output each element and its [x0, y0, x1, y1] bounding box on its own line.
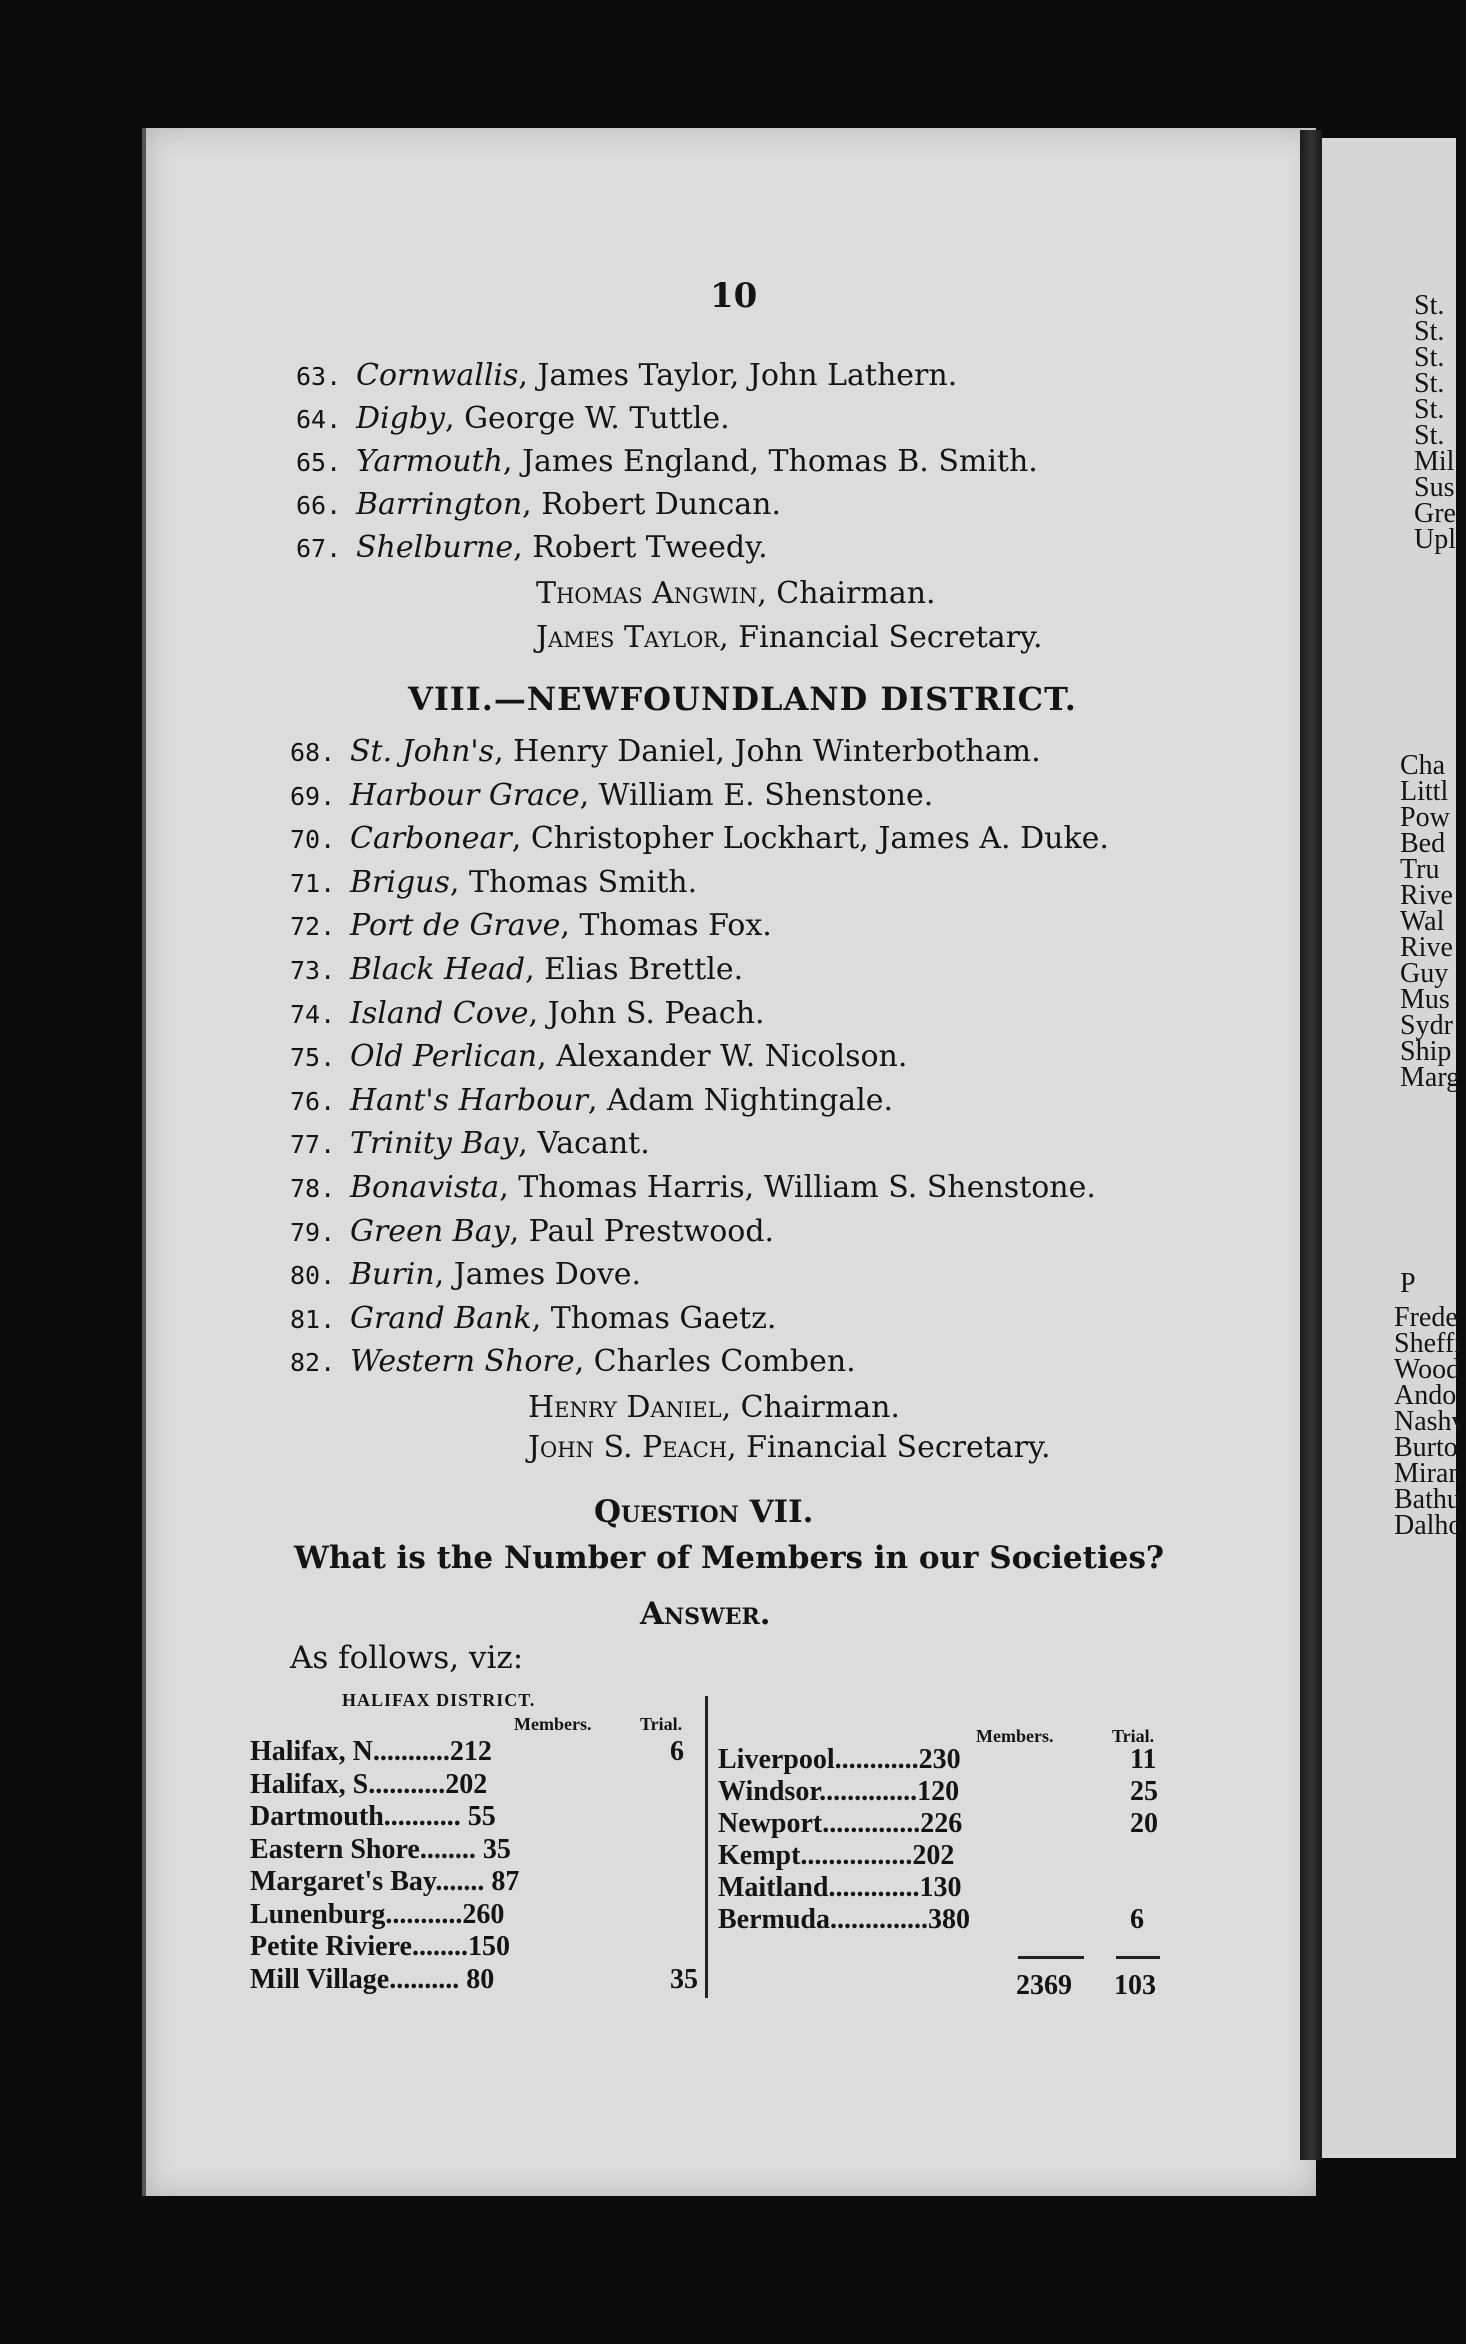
entry-ministers: , Thomas Smith. [449, 864, 698, 900]
entry-number: 81. [290, 1304, 336, 1334]
entry-number: 67. [296, 534, 342, 563]
entry-number: 79. [290, 1217, 336, 1247]
question-title: Question VII. [594, 1494, 814, 1530]
circuit-entry [290, 1344, 856, 1381]
right-members-header: Members. [976, 1726, 1054, 1746]
facing-page-text: Nashv [1394, 1406, 1466, 1437]
entry-ministers: , Vacant. [518, 1126, 650, 1162]
book-gutter [1300, 130, 1322, 2160]
circuit-entry [296, 444, 1038, 481]
circuit-entry [290, 1083, 893, 1120]
trial-count: 20 [1130, 1808, 1158, 1839]
entry-number: 66. [296, 491, 342, 520]
entry-place: Old Perlican [350, 1039, 538, 1075]
facing-page-text: Bed [1400, 828, 1446, 859]
society-row: Eastern Shore........ 35 [250, 1833, 511, 1865]
entry-ministers: , George W. Tuttle. [445, 401, 730, 436]
society-row: Halifax, N...........212 [250, 1736, 492, 1767]
circuit-entry [290, 952, 743, 989]
circuit-entry [290, 1214, 774, 1251]
facing-page-text: St. [1414, 420, 1445, 451]
circuit-entry [290, 1039, 907, 1076]
entry-place: Harbour Grace [350, 777, 580, 813]
society-row: Maitland.............130 [718, 1872, 962, 1903]
facing-page-text: Marg [1400, 1062, 1461, 1093]
entry-place: Grand Bank [350, 1300, 532, 1336]
circuit-entry [296, 401, 730, 438]
circuit-entry [290, 1301, 776, 1338]
facing-page-text: Ship [1400, 1036, 1452, 1067]
facing-page-text: Sus [1414, 472, 1455, 503]
trial-count: 6 [670, 1736, 684, 1767]
entry-ministers: , Charles Comben. [574, 1344, 856, 1380]
facing-page-text: Cha [1400, 750, 1446, 781]
circuit-entry [290, 996, 765, 1033]
facing-page-text: St. [1414, 368, 1445, 399]
facing-page-text: Bathu [1394, 1484, 1461, 1515]
facing-page-fragment [1322, 138, 1466, 2158]
entry-number: 72. [290, 912, 336, 942]
entry-ministers: , Elias Brettle. [525, 952, 744, 987]
entry-place: St. John's [350, 734, 495, 769]
entry-ministers: , James England, Thomas B. Smith. [502, 444, 1038, 479]
circuit-entry [296, 487, 781, 524]
circuit-entry [290, 821, 1109, 858]
facing-page-text: St. [1414, 342, 1445, 373]
society-row: Petite Riviere........150 [250, 1931, 510, 1962]
entry-place: Black Head [350, 952, 526, 987]
entry-number: 80. [290, 1261, 336, 1291]
entry-number: 77. [290, 1130, 336, 1160]
facing-page-text: St. [1414, 316, 1445, 347]
circuit-entry [290, 865, 697, 902]
facing-page-text: Burto [1394, 1432, 1458, 1463]
answer-label: Answer. [640, 1596, 771, 1632]
entry-place: Bonavista [350, 1170, 500, 1205]
trial-total-rule [1116, 1956, 1160, 1959]
right-trial-header: Trial. [1112, 1726, 1155, 1746]
entry-place: Cornwallis [356, 358, 519, 393]
entry-place: Burin [350, 1257, 435, 1293]
society-row: Bermuda..............380 [718, 1904, 970, 1935]
entry-ministers: , John S. Peach. [528, 995, 765, 1031]
society-row: Margaret's Bay....... 87 [250, 1866, 520, 1897]
entry-place: Shelburne [356, 530, 514, 565]
total-members: 2369 [1016, 1970, 1072, 2001]
entry-number: 68. [290, 738, 336, 767]
facing-page-text: Littl [1400, 776, 1449, 807]
facing-page-text: Upl [1414, 524, 1456, 555]
entry-ministers: , Paul Prestwood. [509, 1213, 775, 1249]
facing-page-text: Rive [1400, 932, 1453, 963]
entry-place: Green Bay [350, 1213, 510, 1249]
facing-page-text: Miran [1394, 1458, 1463, 1489]
facing-page-text: Mus [1400, 984, 1450, 1015]
district-heading: VIII.—NEWFOUNDLAND DISTRICT. [408, 680, 1077, 718]
trial-count: 25 [1130, 1776, 1158, 1807]
society-row: Kempt................202 [718, 1840, 955, 1871]
chairman-signature-b: Henry Daniel, Chairman. [528, 1390, 900, 1425]
entry-ministers: , Thomas Gaetz. [531, 1300, 777, 1336]
society-row: Mill Village.......... 80 [250, 1963, 495, 1995]
page-number: 10 [710, 276, 758, 316]
entry-place: Brigus [350, 864, 450, 900]
trial-count: 11 [1130, 1744, 1157, 1775]
facing-page-text: Dalho [1394, 1510, 1463, 1541]
society-row: Newport..............226 [718, 1808, 963, 1839]
circuit-entry [290, 908, 772, 945]
entry-number: 69. [290, 781, 336, 811]
as-follows: As follows, viz: [290, 1640, 524, 1676]
facing-page-text: Mil [1414, 446, 1455, 477]
entry-number: 73. [290, 956, 336, 985]
facing-page-text: St. [1414, 290, 1445, 321]
entry-number: 65. [296, 448, 342, 477]
society-row: Halifax, S...........202 [250, 1768, 488, 1800]
entry-number: 76. [290, 1086, 336, 1116]
entry-ministers: , James Dove. [434, 1257, 642, 1293]
facing-page-text: Sheffi [1394, 1328, 1462, 1359]
circuit-entry [290, 1257, 641, 1294]
question-text: What is the Number of Members in our Societies? [294, 1540, 1165, 1576]
left-trial-header: Trial. [640, 1714, 683, 1734]
total-trial: 103 [1114, 1970, 1156, 2001]
entry-number: 64. [296, 405, 342, 434]
trial-count: 35 [670, 1963, 698, 1995]
circuit-entry [290, 734, 1041, 771]
facing-page-text: P [1400, 1268, 1416, 1299]
circuit-entry [290, 1170, 1096, 1207]
entry-place: Barrington [356, 487, 523, 522]
facing-page-text: Gre [1414, 498, 1456, 529]
facing-page-text: Rive [1400, 880, 1453, 911]
circuit-entry [296, 358, 957, 395]
entry-ministers: , Thomas Fox. [560, 908, 772, 944]
entry-number: 82. [290, 1348, 336, 1378]
facing-page-text: Tru [1400, 854, 1440, 885]
entry-place: Hant's Harbour [350, 1082, 588, 1118]
chairman-signature-a: Thomas Angwin, Chairman. [536, 576, 936, 611]
society-row: Dartmouth........... 55 [250, 1801, 496, 1832]
entry-place: Western Shore [350, 1344, 575, 1380]
trial-count: 6 [1130, 1904, 1144, 1935]
facing-page-text: Sydr [1400, 1010, 1453, 1041]
entry-number: 63. [296, 362, 342, 391]
society-row: Windsor..............120 [718, 1776, 960, 1807]
members-total-rule [1018, 1956, 1084, 1959]
entry-ministers: , Christopher Lockhart, James A. Duke. [511, 821, 1109, 857]
column-divider [705, 1696, 708, 1998]
entry-number: 74. [290, 999, 336, 1029]
entry-place: Yarmouth [356, 444, 503, 479]
entry-ministers: , James Taylor, John Lathern. [518, 358, 958, 393]
left-members-header: Members. [514, 1714, 592, 1734]
secretary-signature-b: John S. Peach, Financial Secretary. [528, 1430, 1051, 1465]
facing-page-text: Pow [1400, 802, 1450, 833]
circuit-entry [290, 778, 933, 815]
entry-number: 75. [290, 1043, 336, 1073]
society-row: Lunenburg...........260 [250, 1898, 505, 1930]
entry-number: 70. [290, 825, 336, 855]
entry-number: 71. [290, 868, 336, 898]
entry-place: Carbonear [350, 821, 512, 857]
entry-ministers: , William E. Shenstone. [579, 777, 934, 813]
halifax-district-heading: HALIFAX DISTRICT. [342, 1690, 536, 1710]
circuit-entry [296, 530, 768, 567]
entry-ministers: , Adam Nightingale. [587, 1082, 894, 1118]
facing-page-text: Frede [1394, 1302, 1458, 1333]
facing-page-text: St. [1414, 394, 1445, 425]
entry-ministers: , Robert Duncan. [522, 487, 782, 522]
entry-place: Port de Grave [350, 908, 561, 944]
entry-ministers: , Thomas Harris, William S. Shenstone. [499, 1170, 1096, 1205]
facing-page-text: Ando [1394, 1380, 1457, 1411]
secretary-signature-a: James Taylor, Financial Secretary. [536, 620, 1043, 655]
entry-place: Island Cove [350, 995, 529, 1031]
entry-place: Digby [356, 401, 446, 436]
facing-page-text: Guy [1400, 958, 1449, 989]
facing-page-text: Wood [1394, 1354, 1461, 1385]
entry-ministers: , Henry Daniel, John Winterbotham. [494, 734, 1041, 769]
entry-ministers: , Alexander W. Nicolson. [537, 1039, 908, 1075]
entry-number: 78. [290, 1174, 336, 1203]
entry-place: Trinity Bay [350, 1126, 519, 1162]
facing-page-text: Wal [1400, 906, 1445, 937]
circuit-entry [290, 1126, 650, 1163]
society-row: Liverpool............230 [718, 1744, 961, 1775]
entry-ministers: , Robert Tweedy. [513, 530, 768, 565]
